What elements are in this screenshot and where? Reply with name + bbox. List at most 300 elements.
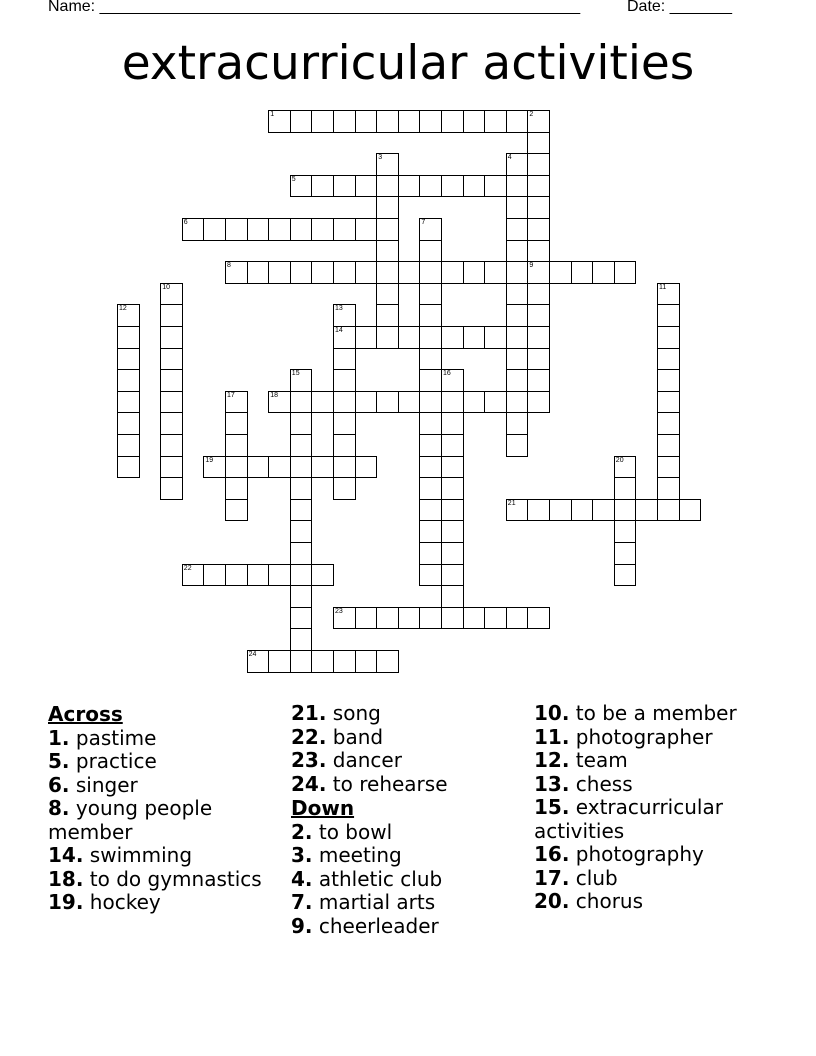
grid-cell[interactable] <box>333 261 356 284</box>
clue-num: 12. <box>534 748 570 772</box>
grid-cell[interactable] <box>225 434 248 457</box>
down-clue <box>534 726 774 750</box>
grid-cell[interactable] <box>419 369 442 392</box>
grid-cell[interactable] <box>290 542 313 565</box>
grid-cell[interactable] <box>398 607 421 630</box>
grid-cell[interactable] <box>376 240 399 263</box>
grid-cell[interactable] <box>333 456 356 479</box>
grid-cell[interactable] <box>376 650 399 673</box>
across-clue <box>48 891 284 915</box>
grid-cell[interactable] <box>290 391 313 414</box>
grid-cell[interactable] <box>160 304 183 327</box>
clues-column-1 <box>48 702 284 915</box>
grid-cell[interactable] <box>333 175 356 198</box>
grid-cell[interactable] <box>571 499 594 522</box>
grid-cell[interactable] <box>419 564 442 587</box>
grid-cell[interactable] <box>376 175 399 198</box>
clue-text: dancer <box>326 748 402 772</box>
grid-cell[interactable] <box>484 175 507 198</box>
grid-cell[interactable] <box>527 218 550 241</box>
grid-cell[interactable] <box>419 348 442 371</box>
grid-cell[interactable] <box>419 412 442 435</box>
grid-cell[interactable] <box>247 456 270 479</box>
grid-cell[interactable] <box>311 456 334 479</box>
grid-cell[interactable] <box>463 326 486 349</box>
grid-cell[interactable] <box>355 607 378 630</box>
grid-cell[interactable] <box>376 110 399 133</box>
clues-column-2 <box>291 702 527 938</box>
grid-cell[interactable] <box>549 261 572 284</box>
clue-number: 22 <box>183 564 192 572</box>
grid-cell[interactable] <box>419 477 442 500</box>
grid-cell[interactable] <box>333 607 356 630</box>
grid-cell[interactable] <box>355 218 378 241</box>
grid-cell[interactable] <box>527 304 550 327</box>
grid-cell[interactable] <box>463 110 486 133</box>
grid-cell[interactable] <box>419 175 442 198</box>
grid-cell[interactable] <box>571 261 594 284</box>
clue-num: 22. <box>291 724 327 749</box>
grid-cell[interactable] <box>268 650 291 673</box>
grid-cell[interactable] <box>355 456 378 479</box>
clue-number: 6 <box>183 219 188 226</box>
grid-cell[interactable] <box>527 348 550 371</box>
grid-cell[interactable] <box>506 607 529 630</box>
across-clue <box>48 797 284 844</box>
grid-cell[interactable] <box>592 499 615 522</box>
grid-cell[interactable] <box>506 369 529 392</box>
grid-cell[interactable] <box>355 175 378 198</box>
down-heading: Down <box>291 796 355 820</box>
grid-cell[interactable] <box>441 261 464 284</box>
grid-cell[interactable] <box>290 499 313 522</box>
grid-cell[interactable] <box>117 456 140 479</box>
grid-cell[interactable] <box>203 564 226 587</box>
grid-cell[interactable] <box>419 499 442 522</box>
grid-cell[interactable] <box>117 326 140 349</box>
clue-number: 3 <box>378 154 383 162</box>
grid-cell[interactable] <box>268 391 291 414</box>
grid-cell[interactable] <box>463 391 486 414</box>
clue-text: chess <box>569 771 633 796</box>
grid-cell[interactable] <box>527 110 550 133</box>
across-clue <box>48 868 284 892</box>
grid-cell[interactable] <box>441 585 464 608</box>
grid-cell[interactable] <box>355 326 378 349</box>
clue-text: singer <box>69 772 138 797</box>
grid-cell[interactable] <box>376 607 399 630</box>
down-clue <box>534 867 774 891</box>
across-clue <box>291 749 527 773</box>
grid-cell[interactable] <box>441 412 464 435</box>
grid-cell[interactable] <box>376 391 399 414</box>
down-clue <box>291 915 527 939</box>
grid-cell[interactable] <box>117 369 140 392</box>
grid-cell[interactable] <box>527 153 550 176</box>
grid-cell[interactable] <box>463 175 486 198</box>
grid-cell[interactable] <box>506 261 529 284</box>
grid-cell[interactable] <box>419 240 442 263</box>
grid-cell[interactable] <box>376 196 399 219</box>
grid-cell[interactable] <box>225 477 248 500</box>
grid-cell[interactable] <box>398 391 421 414</box>
across-clue <box>48 844 284 868</box>
clue-text: martial arts <box>312 890 436 914</box>
grid-cell[interactable] <box>290 261 313 284</box>
grid-cell[interactable] <box>311 564 334 587</box>
grid-cell[interactable] <box>614 499 637 522</box>
grid-cell[interactable] <box>419 110 442 133</box>
grid-cell[interactable] <box>441 520 464 543</box>
grid-cell[interactable] <box>182 564 205 587</box>
grid-cell[interactable] <box>506 240 529 263</box>
grid-cell[interactable] <box>333 348 356 371</box>
grid-cell[interactable] <box>441 477 464 500</box>
clue-text: to do gymnastics <box>83 866 262 891</box>
clue-number: 15 <box>291 370 300 378</box>
grid-cell[interactable] <box>614 542 637 565</box>
grid-cell[interactable] <box>355 650 378 673</box>
grid-cell[interactable] <box>160 283 183 306</box>
grid-cell[interactable] <box>506 391 529 414</box>
grid-cell[interactable] <box>355 261 378 284</box>
grid-cell[interactable] <box>225 564 248 587</box>
grid-cell[interactable] <box>614 477 637 500</box>
grid-cell[interactable] <box>506 434 529 457</box>
grid-cell[interactable] <box>506 412 529 435</box>
clue-text: band <box>326 724 384 749</box>
grid-cell[interactable] <box>527 499 550 522</box>
clue-num: 18. <box>48 866 84 891</box>
grid-cell[interactable] <box>419 520 442 543</box>
grid-cell[interactable] <box>290 110 313 133</box>
grid-cell[interactable] <box>311 110 334 133</box>
grid-cell[interactable] <box>614 456 637 479</box>
grid-cell[interactable] <box>419 218 442 241</box>
grid-cell[interactable] <box>419 326 442 349</box>
grid-cell[interactable] <box>549 499 572 522</box>
grid-cell[interactable] <box>527 175 550 198</box>
grid-cell[interactable] <box>657 456 680 479</box>
clue-text: young people member <box>48 796 213 844</box>
grid-cell[interactable] <box>376 153 399 176</box>
clue-number: 5 <box>291 175 296 183</box>
grid-cell[interactable] <box>441 434 464 457</box>
down-clue <box>534 702 774 726</box>
grid-cell[interactable] <box>225 456 248 479</box>
grid-cell[interactable] <box>376 218 399 241</box>
grid-cell[interactable] <box>160 434 183 457</box>
grid-cell[interactable] <box>203 218 226 241</box>
down-clue <box>534 749 774 773</box>
grid-cell[interactable] <box>657 326 680 349</box>
grid-cell[interactable] <box>657 348 680 371</box>
grid-cell[interactable] <box>117 348 140 371</box>
grid-cell[interactable] <box>614 520 637 543</box>
grid-cell[interactable] <box>419 434 442 457</box>
grid-cell[interactable] <box>419 542 442 565</box>
across-clue <box>48 774 284 798</box>
grid-cell[interactable] <box>333 650 356 673</box>
grid-cell[interactable] <box>679 499 702 522</box>
clue-number: 24 <box>248 651 257 658</box>
grid-cell[interactable] <box>117 412 140 435</box>
grid-cell[interactable] <box>484 391 507 414</box>
grid-cell[interactable] <box>247 218 270 241</box>
grid-cell[interactable] <box>484 110 507 133</box>
grid-cell[interactable] <box>290 607 313 630</box>
grid-cell[interactable] <box>290 412 313 435</box>
clue-num: 4. <box>291 866 313 891</box>
grid-cell[interactable] <box>657 434 680 457</box>
grid-cell[interactable] <box>398 326 421 349</box>
grid-cell[interactable] <box>441 607 464 630</box>
grid-cell[interactable] <box>527 369 550 392</box>
grid-cell[interactable] <box>506 348 529 371</box>
grid-cell[interactable] <box>484 326 507 349</box>
clue-number: 17 <box>227 391 235 399</box>
grid-cell[interactable] <box>290 434 313 457</box>
clue-text: photographer <box>569 724 713 749</box>
grid-cell[interactable] <box>463 607 486 630</box>
grid-cell[interactable] <box>506 153 529 176</box>
grid-cell[interactable] <box>182 218 205 241</box>
clue-number: 12 <box>119 305 127 313</box>
grid-cell[interactable] <box>527 283 550 306</box>
clue-number: 19 <box>205 456 214 464</box>
grid-cell[interactable] <box>225 412 248 435</box>
grid-cell[interactable] <box>290 218 313 241</box>
down-clue <box>534 773 774 797</box>
grid-cell[interactable] <box>376 304 399 327</box>
grid-cell[interactable] <box>506 110 529 133</box>
grid-cell[interactable] <box>376 261 399 284</box>
grid-cell[interactable] <box>117 434 140 457</box>
clue-number: 8 <box>227 262 231 270</box>
grid-cell[interactable] <box>311 175 334 198</box>
grid-cell[interactable] <box>268 564 291 587</box>
grid-cell[interactable] <box>441 564 464 587</box>
grid-cell[interactable] <box>527 326 550 349</box>
grid-cell[interactable] <box>311 218 334 241</box>
clue-num: 1. <box>48 725 70 750</box>
grid-cell[interactable] <box>657 412 680 435</box>
grid-cell[interactable] <box>527 196 550 219</box>
clue-num: 3. <box>291 843 313 867</box>
clues-column-3 <box>534 702 774 914</box>
clue-num: 14. <box>48 843 84 867</box>
grid-cell[interactable] <box>506 304 529 327</box>
grid-cell[interactable] <box>506 499 529 522</box>
grid-cell[interactable] <box>333 412 356 435</box>
grid-cell[interactable] <box>290 520 313 543</box>
down-clue <box>291 844 527 868</box>
clue-num: 10. <box>534 701 570 725</box>
grid-cell[interactable] <box>592 261 615 284</box>
grid-cell[interactable] <box>419 304 442 327</box>
grid-cell[interactable] <box>484 607 507 630</box>
grid-cell[interactable] <box>527 261 550 284</box>
grid-cell[interactable] <box>614 261 637 284</box>
clue-number: 13 <box>335 305 343 313</box>
down-clue <box>534 796 774 843</box>
grid-cell[interactable] <box>419 283 442 306</box>
grid-cell[interactable] <box>333 326 356 349</box>
grid-cell[interactable] <box>333 218 356 241</box>
grid-cell[interactable] <box>635 499 658 522</box>
grid-cell[interactable] <box>225 218 248 241</box>
across-clue <box>48 727 284 751</box>
grid-cell[interactable] <box>506 326 529 349</box>
grid-cell[interactable] <box>311 391 334 414</box>
grid-cell[interactable] <box>225 261 248 284</box>
grid-cell[interactable] <box>527 391 550 414</box>
grid-cell[interactable] <box>657 369 680 392</box>
grid-cell[interactable] <box>614 564 637 587</box>
date-field[interactable]: Date: _______ <box>627 0 732 15</box>
clue-num: 9. <box>291 913 313 938</box>
grid-cell[interactable] <box>441 391 464 414</box>
clue-number: 9 <box>529 262 534 270</box>
clue-number: 16 <box>443 370 451 378</box>
grid-cell[interactable] <box>506 196 529 219</box>
clue-num: 21. <box>291 701 327 725</box>
across-clue <box>291 702 527 726</box>
grid-cell[interactable] <box>333 110 356 133</box>
down-clue <box>291 868 527 892</box>
grid-cell[interactable] <box>657 499 680 522</box>
grid-cell[interactable] <box>333 391 356 414</box>
grid-cell[interactable] <box>247 261 270 284</box>
clue-text: hockey <box>83 890 161 914</box>
grid-cell[interactable] <box>311 650 334 673</box>
grid-cell[interactable] <box>268 110 291 133</box>
grid-cell[interactable] <box>355 110 378 133</box>
grid-cell[interactable] <box>657 477 680 500</box>
grid-cell[interactable] <box>290 369 313 392</box>
grid-cell[interactable] <box>160 348 183 371</box>
grid-cell[interactable] <box>527 132 550 155</box>
clue-text: photography <box>569 842 704 866</box>
clue-text: cheerleader <box>312 913 439 938</box>
grid-cell[interactable] <box>657 304 680 327</box>
grid-cell[interactable] <box>203 456 226 479</box>
grid-cell[interactable] <box>290 564 313 587</box>
grid-cell[interactable] <box>376 283 399 306</box>
clue-num: 23. <box>291 748 327 772</box>
grid-cell[interactable] <box>225 499 248 522</box>
clue-num: 24. <box>291 771 327 796</box>
grid-cell[interactable] <box>463 261 486 284</box>
grid-cell[interactable] <box>398 261 421 284</box>
grid-cell[interactable] <box>355 391 378 414</box>
clue-text: practice <box>69 749 157 773</box>
grid-cell[interactable] <box>419 391 442 414</box>
clue-text: athletic club <box>312 866 443 891</box>
grid-cell[interactable] <box>333 477 356 500</box>
grid-cell[interactable] <box>290 628 313 651</box>
clue-num: 16. <box>534 842 570 866</box>
grid-cell[interactable] <box>441 542 464 565</box>
grid-cell[interactable] <box>441 175 464 198</box>
grid-cell[interactable] <box>290 585 313 608</box>
grid-cell[interactable] <box>160 391 183 414</box>
clue-num: 20. <box>534 889 570 913</box>
grid-cell[interactable] <box>441 369 464 392</box>
grid-cell[interactable] <box>268 261 291 284</box>
grid-cell[interactable] <box>506 283 529 306</box>
clue-text: meeting <box>312 843 402 867</box>
grid-cell[interactable] <box>419 261 442 284</box>
grid-cell[interactable] <box>160 456 183 479</box>
across-clue <box>291 773 527 797</box>
grid-cell[interactable] <box>160 326 183 349</box>
clue-number: 11 <box>659 283 667 291</box>
grid-cell[interactable] <box>376 326 399 349</box>
clue-number: 1 <box>270 111 275 118</box>
grid-cell[interactable] <box>225 391 248 414</box>
down-clue <box>534 890 774 914</box>
grid-cell[interactable] <box>527 240 550 263</box>
grid-cell[interactable] <box>160 369 183 392</box>
grid-cell[interactable] <box>419 456 442 479</box>
grid-cell[interactable] <box>441 499 464 522</box>
name-field[interactable]: Name: ______________________________________________________ <box>48 0 581 15</box>
grid-cell[interactable] <box>333 369 356 392</box>
grid-cell[interactable] <box>333 304 356 327</box>
grid-cell[interactable] <box>290 650 313 673</box>
grid-cell[interactable] <box>441 326 464 349</box>
clue-number: 10 <box>162 283 170 291</box>
grid-cell[interactable] <box>117 304 140 327</box>
grid-cell[interactable] <box>117 391 140 414</box>
grid-cell[interactable] <box>419 607 442 630</box>
clue-num: 5. <box>48 749 70 773</box>
grid-cell[interactable] <box>657 283 680 306</box>
grid-cell[interactable] <box>290 175 313 198</box>
grid-cell[interactable] <box>290 477 313 500</box>
grid-cell[interactable] <box>657 391 680 414</box>
clue-num: 2. <box>291 819 313 844</box>
grid-cell[interactable] <box>398 175 421 198</box>
clue-num: 17. <box>534 865 570 890</box>
clue-num: 15. <box>534 795 570 819</box>
clue-number: 14 <box>335 327 343 334</box>
clue-num: 19. <box>48 890 84 914</box>
grid-cell[interactable] <box>160 477 183 500</box>
grid-cell[interactable] <box>247 650 270 673</box>
clue-num: 11. <box>534 724 570 749</box>
grid-cell[interactable] <box>290 456 313 479</box>
grid-cell[interactable] <box>268 218 291 241</box>
grid-cell[interactable] <box>247 564 270 587</box>
grid-cell[interactable] <box>398 110 421 133</box>
grid-cell[interactable] <box>311 261 334 284</box>
clue-number: 7 <box>421 219 426 226</box>
grid-cell[interactable] <box>527 607 550 630</box>
grid-cell[interactable] <box>160 412 183 435</box>
across-clue <box>48 750 284 774</box>
grid-cell[interactable] <box>506 175 529 198</box>
grid-cell[interactable] <box>441 456 464 479</box>
grid-cell[interactable] <box>484 261 507 284</box>
grid-cell[interactable] <box>441 110 464 133</box>
grid-cell[interactable] <box>268 456 291 479</box>
clue-number: 4 <box>507 154 512 162</box>
grid-cell[interactable] <box>506 218 529 241</box>
grid-cell[interactable] <box>333 434 356 457</box>
clue-text: swimming <box>83 843 193 867</box>
